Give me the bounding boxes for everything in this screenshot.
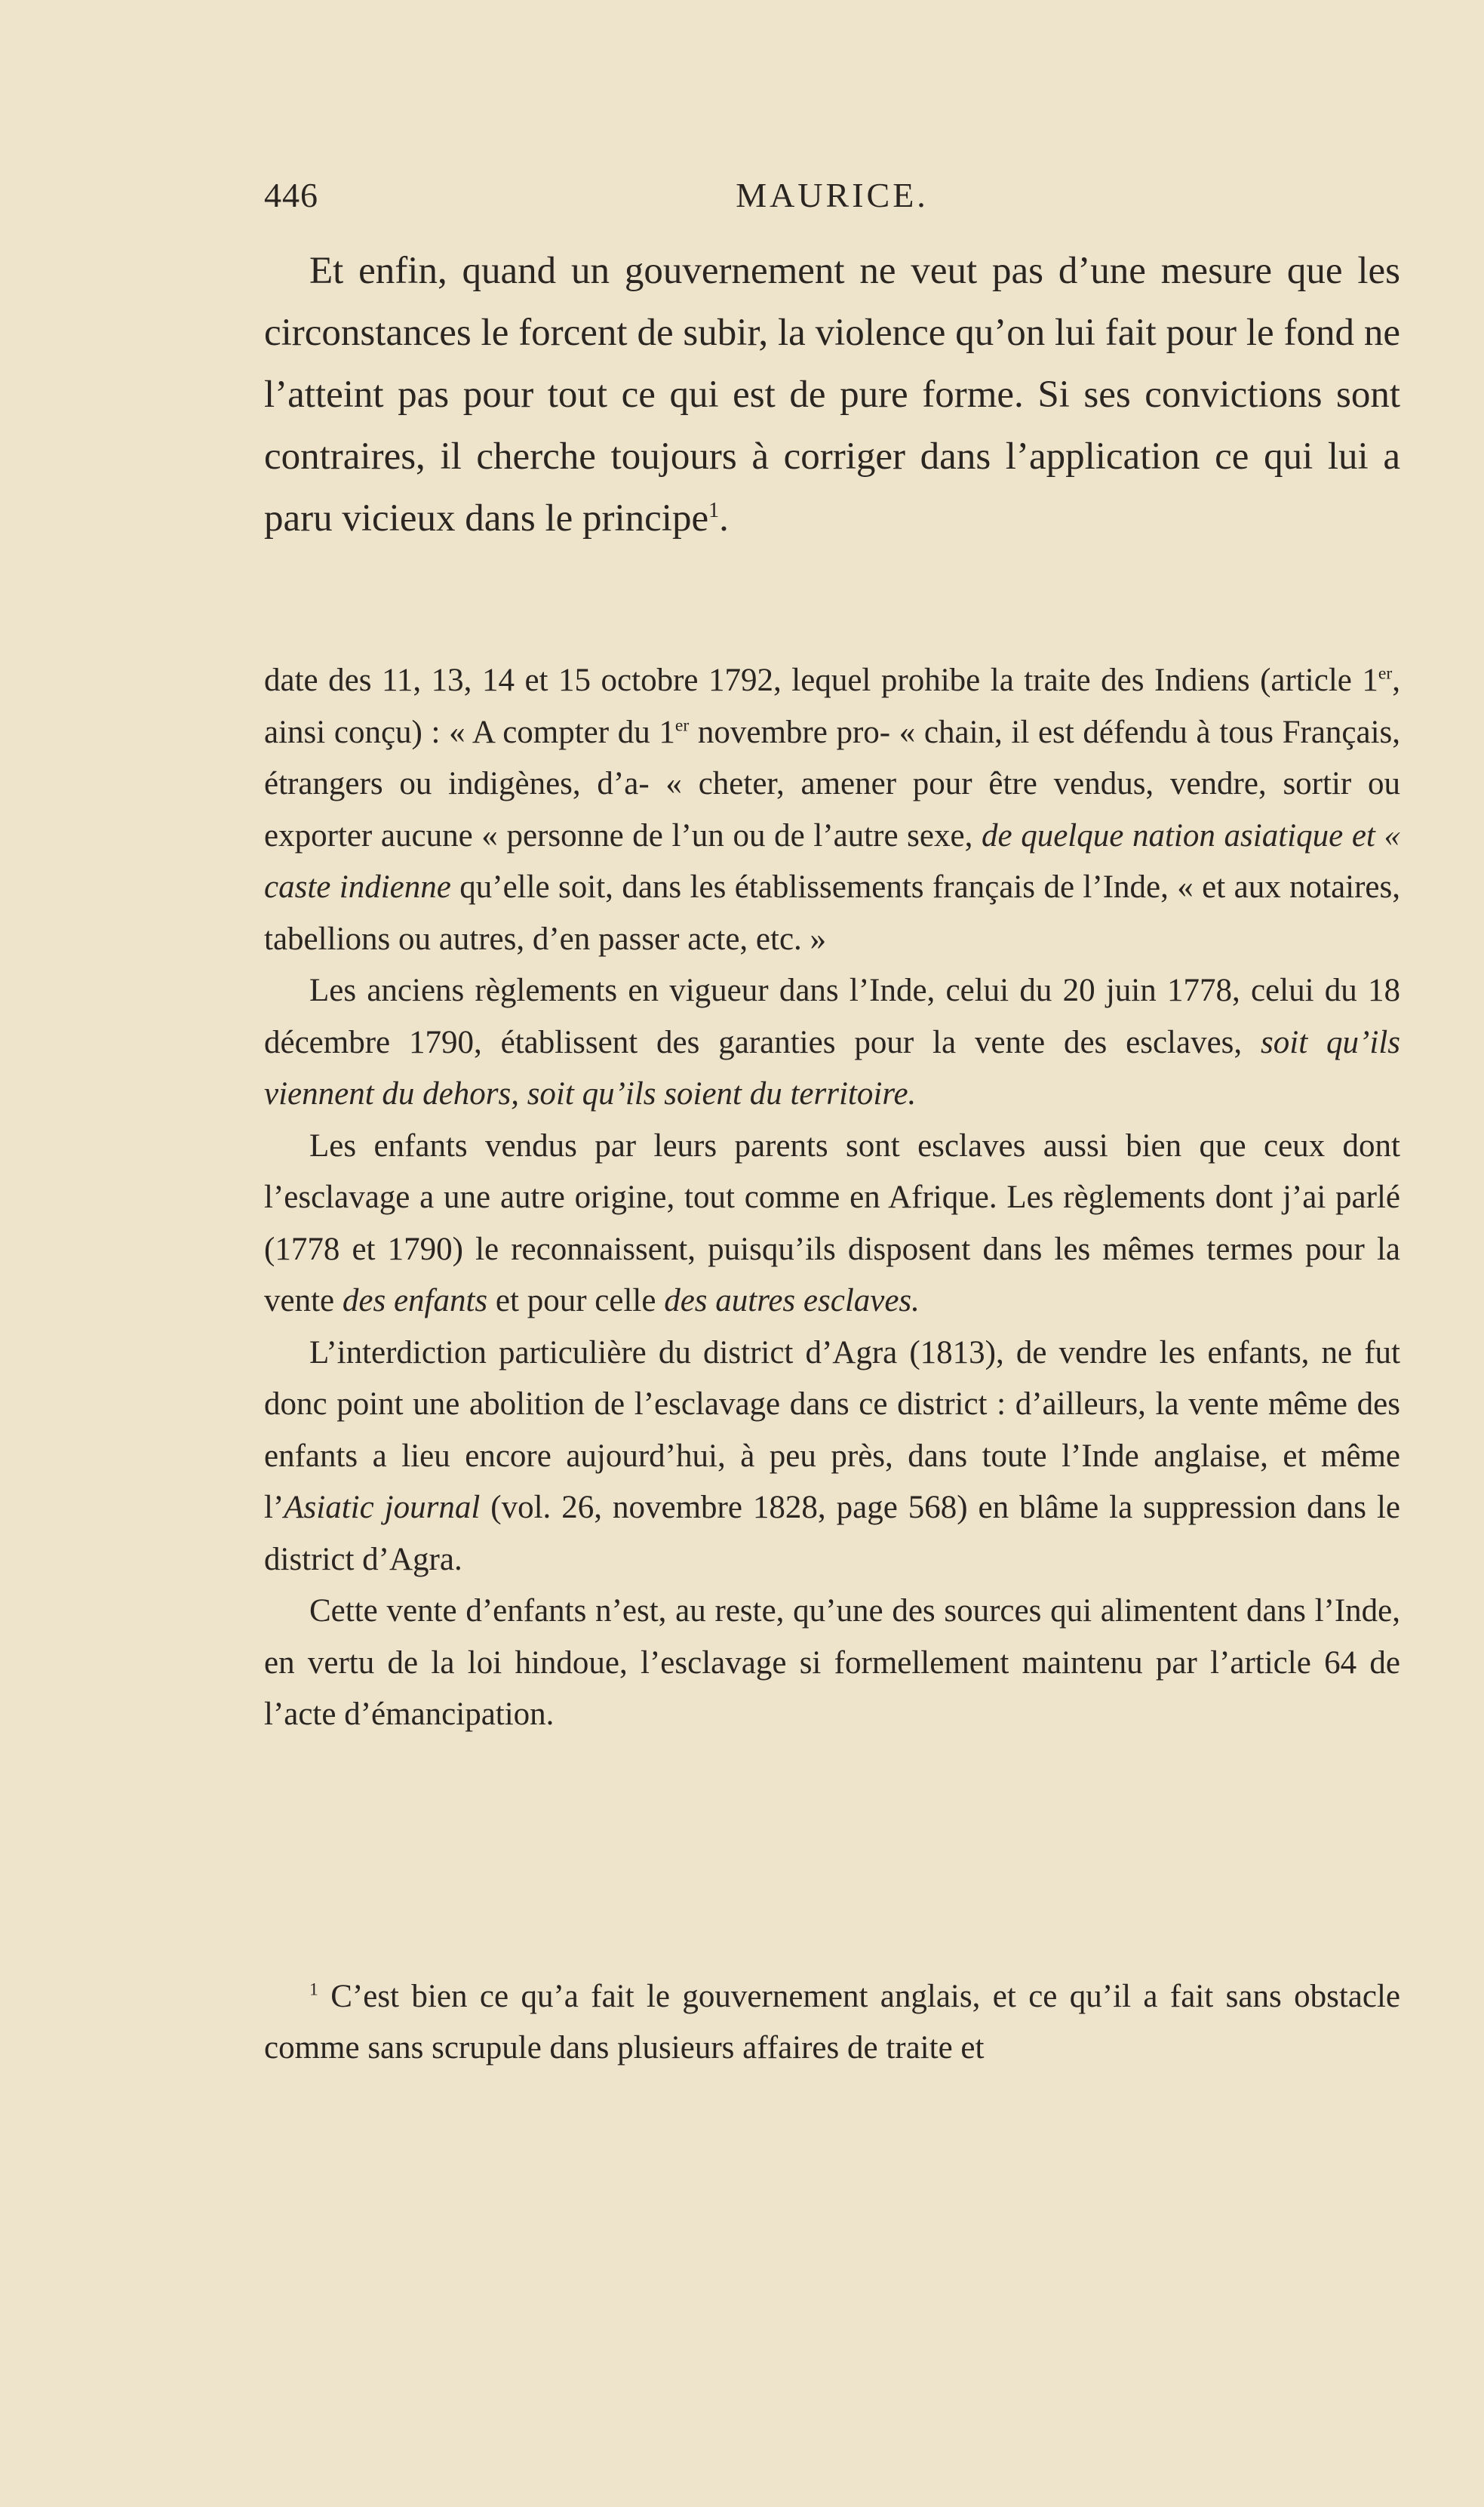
footnote	[264, 1971, 1400, 2074]
running-title: MAURICE.	[736, 176, 929, 214]
page-header	[264, 175, 1400, 220]
note-paragraph-vente: Cette vente d’enfants n’est, au reste, qu’une des sources qui alimentent dans l’Inde, en vertu de la loi hindoue, l’esclavage si formellement maintenu par l’article 64 de l’acte d’émancipation.	[264, 1593, 1400, 1732]
note-continuation	[264, 655, 1400, 1741]
main-paragraph: Et enfin, quand un gouvernement ne veut pas d’une mesure que les circonstances le forcent de subir, la violence qu’on lui fait pour le fond ne l’atteint pas pour tout ce qui est de pure forme. Si ses convictions sont contraires, il cherche toujours à corriger dans l’application ce qui lui a paru vicieux dans le principe$^1$.	[264, 250, 1400, 540]
footnote-paragraph: $^1$ C’est bien ce qu’a fait le gouvernement anglais, et ce qu’il a fait sans obstacle comme sans scrupule dans plusieurs affaires de traite et	[264, 1979, 1400, 2066]
footnote-reference: 1	[708, 499, 720, 522]
note-paragraph-reglements: Les anciens règlements en vigueur dans l’Inde, celui du 20 juin 1778, celui du 18 décembre 1790, établissent des garanties pour la vente des esclaves, soit qu’ils viennent du dehors, soit qu’ils soient du territoire.	[264, 973, 1401, 1112]
main-text	[264, 240, 1400, 549]
note-paragraph-agra: L’interdiction particulière du district d’Agra (1813), de vendre les enfants, ne fut donc point une abolition de l’esclavage dans ce district : d’ailleurs, la vente même des enfants a lieu encore aujourd’hui, à peu près, dans toute l’Inde anglaise, et même l’Asiatic journal (vol. 26, novembre 1828, page 568) en blâme la suppression dans le district d’Agra.	[264, 1334, 1400, 1577]
note-paragraph-decree: date des 11, 13, 14 et 15 octobre 1792, lequel prohibe la traite des Indiens (article 1er, ainsi conçu) : « A compter du 1er novembre pro- « chain, il est défendu à tous Français, étrangers ou indigènes, d’a- « cheter, amener pour être vendus, vendre, sortir ou exporter aucune « personne de l’un ou de l’autre sexe, de quelque nation asiatique et « caste indienne qu’elle soit, dans les établissements français de l’Inde, « et aux notaires, tabellions ou autres, d’en passer acte, etc. »	[264, 663, 1401, 957]
page-number: 446	[264, 176, 318, 214]
note-paragraph-enfants: Les enfants vendus par leurs parents sont esclaves aussi bien que ceux dont l’esclavage a une autre origine, tout comme en Afrique. Les règlements dont j’ai parlé (1778 et 1790) le reconnaissent, puisqu’ils disposent dans les mêmes termes pour la vente des enfants et pour celle des autres esclaves.	[264, 1127, 1400, 1318]
footnote-marker: 1	[309, 1979, 318, 2000]
